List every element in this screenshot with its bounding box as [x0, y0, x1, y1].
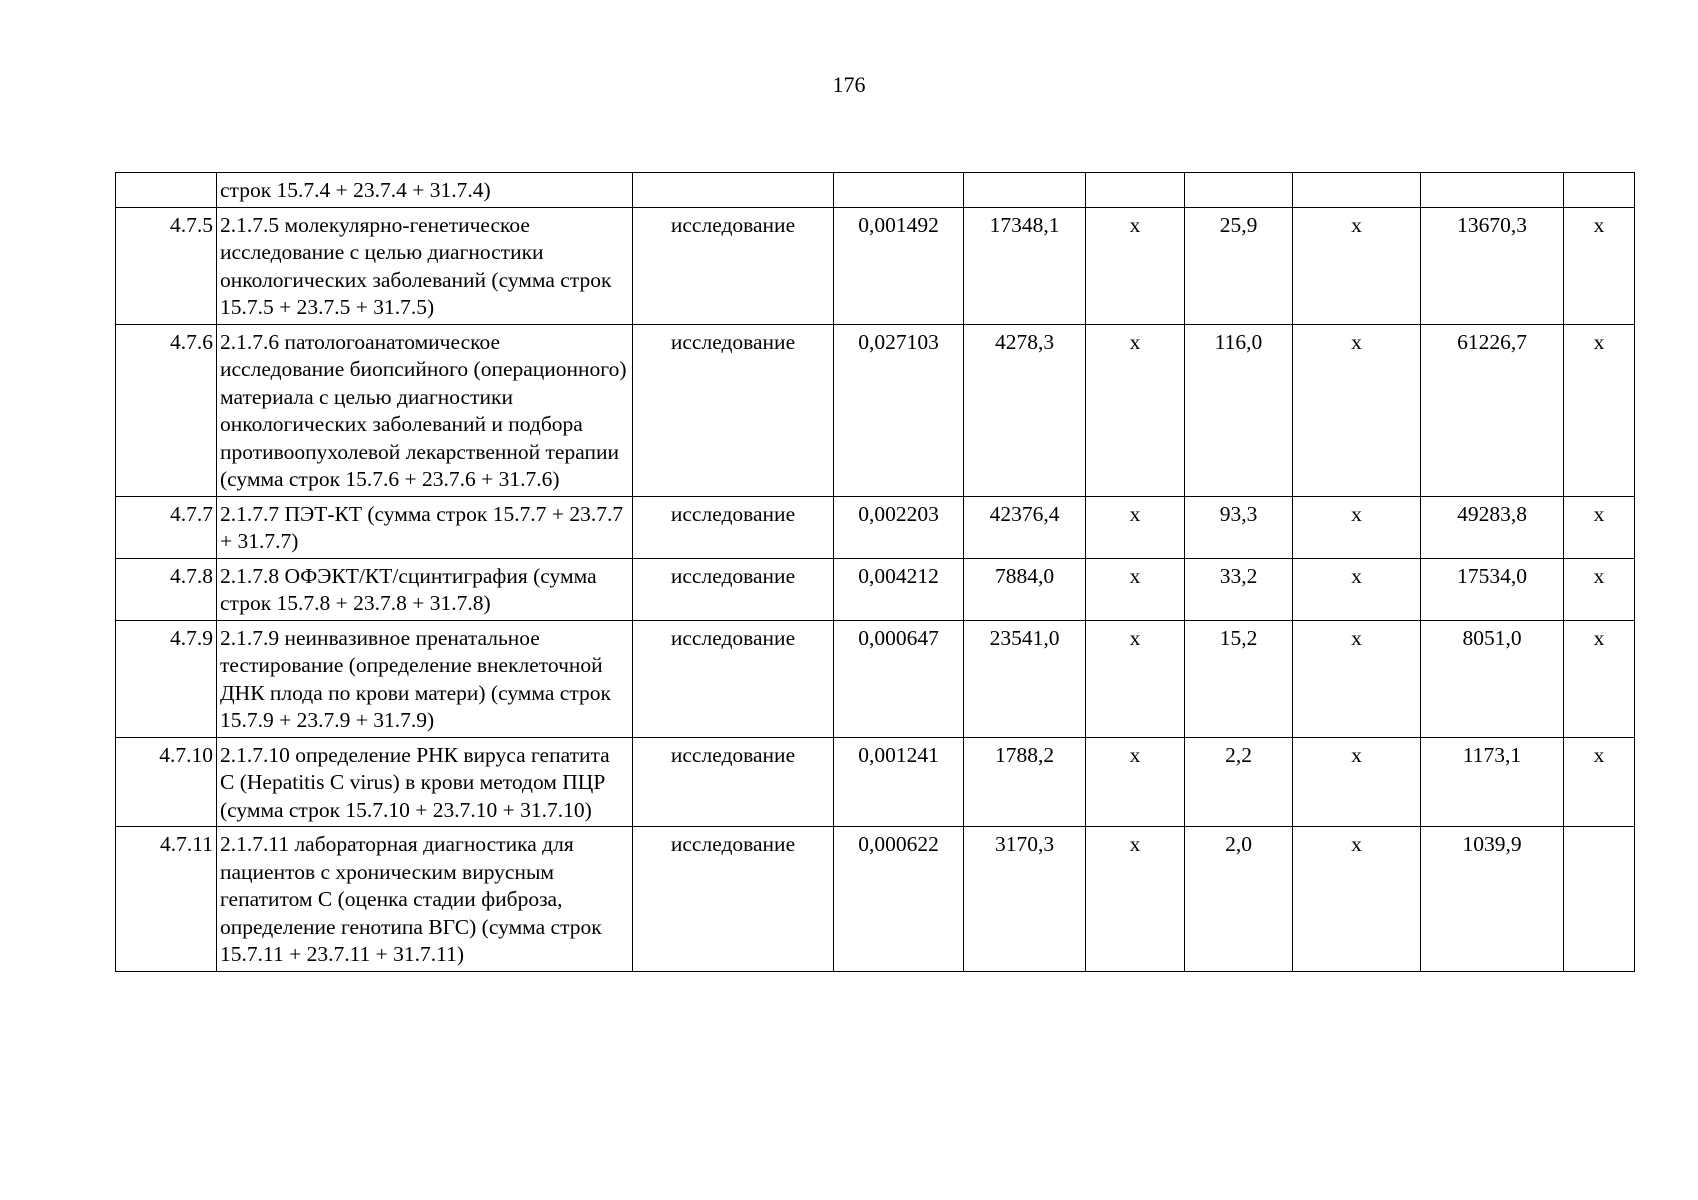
- value-cell: 116,0: [1185, 324, 1293, 496]
- value-cell: [834, 173, 964, 208]
- value-cell: [1421, 173, 1564, 208]
- value-cell: х: [1293, 620, 1421, 737]
- value-cell: 0,000647: [834, 620, 964, 737]
- row-number-cell: [116, 173, 217, 208]
- value-cell: 8051,0: [1421, 620, 1564, 737]
- value-cell: 1173,1: [1421, 737, 1564, 827]
- table-row: [116, 496, 1635, 558]
- row-number-cell: 4.7.6: [116, 324, 217, 496]
- value-cell: х: [1564, 207, 1635, 324]
- value-cell: х: [1564, 558, 1635, 620]
- value-cell: х: [1293, 827, 1421, 972]
- unit-cell: исследование: [633, 620, 834, 737]
- indicator-name-cell: 2.1.7.10 определение РНК вируса гепатита С (Hepatitis C virus) в крови методом ПЦР (сумма строк 15.7.10 + 23.7.10 + 31.7.10): [217, 737, 633, 827]
- table-row: [116, 620, 1635, 737]
- value-cell: х: [1086, 558, 1185, 620]
- value-cell: 1788,2: [964, 737, 1086, 827]
- unit-cell: исследование: [633, 558, 834, 620]
- value-cell: х: [1086, 496, 1185, 558]
- value-cell: 93,3: [1185, 496, 1293, 558]
- value-cell: 15,2: [1185, 620, 1293, 737]
- unit-cell: исследование: [633, 496, 834, 558]
- value-cell: [1564, 827, 1635, 972]
- value-cell: 42376,4: [964, 496, 1086, 558]
- indicator-name-cell: 2.1.7.9 неинвазивное пренатальное тестирование (определение внеклеточной ДНК плода по крови матери) (сумма строк 15.7.9 + 23.7.9 + 31.7.9): [217, 620, 633, 737]
- table-row: [116, 207, 1635, 324]
- value-cell: 2,0: [1185, 827, 1293, 972]
- table-row: [116, 827, 1635, 972]
- value-cell: х: [1564, 496, 1635, 558]
- value-cell: х: [1293, 324, 1421, 496]
- value-cell: 7884,0: [964, 558, 1086, 620]
- value-cell: х: [1293, 496, 1421, 558]
- unit-cell: исследование: [633, 737, 834, 827]
- value-cell: 3170,3: [964, 827, 1086, 972]
- value-cell: 2,2: [1185, 737, 1293, 827]
- value-cell: х: [1086, 207, 1185, 324]
- value-cell: [1185, 173, 1293, 208]
- table-row: [116, 737, 1635, 827]
- value-cell: 61226,7: [1421, 324, 1564, 496]
- value-cell: 25,9: [1185, 207, 1293, 324]
- row-number-cell: 4.7.11: [116, 827, 217, 972]
- value-cell: 4278,3: [964, 324, 1086, 496]
- row-number-cell: 4.7.5: [116, 207, 217, 324]
- indicator-name-cell: 2.1.7.7 ПЭТ-КТ (сумма строк 15.7.7 + 23.7.7 + 31.7.7): [217, 496, 633, 558]
- value-cell: 0,001241: [834, 737, 964, 827]
- value-cell: х: [1086, 737, 1185, 827]
- value-cell: 23541,0: [964, 620, 1086, 737]
- value-cell: х: [1293, 737, 1421, 827]
- value-cell: 1039,9: [1421, 827, 1564, 972]
- unit-cell: [633, 173, 834, 208]
- value-cell: 13670,3: [1421, 207, 1564, 324]
- table-row: [116, 173, 1635, 208]
- table-row: [116, 324, 1635, 496]
- indicator-name-cell: 2.1.7.8 ОФЭКТ/КТ/сцинтиграфия (сумма строк 15.7.8 + 23.7.8 + 31.7.8): [217, 558, 633, 620]
- table-row: [116, 558, 1635, 620]
- value-cell: х: [1293, 207, 1421, 324]
- value-cell: [964, 173, 1086, 208]
- value-cell: х: [1086, 827, 1185, 972]
- value-cell: х: [1086, 324, 1185, 496]
- value-cell: 0,004212: [834, 558, 964, 620]
- value-cell: 0,000622: [834, 827, 964, 972]
- indicator-name-cell: строк 15.7.4 + 23.7.4 + 31.7.4): [217, 173, 633, 208]
- indicator-name-cell: 2.1.7.6 патологоанатомическое исследование биопсийного (операционного) материала с целью диагностики онкологических заболеваний и подбора противоопухолевой лекарственной терапии (сумма строк 15.7.6 + 23.7.6 + 31.7.6): [217, 324, 633, 496]
- row-number-cell: 4.7.8: [116, 558, 217, 620]
- value-cell: х: [1564, 324, 1635, 496]
- value-cell: 17348,1: [964, 207, 1086, 324]
- unit-cell: исследование: [633, 324, 834, 496]
- indicator-name-cell: 2.1.7.5 молекулярно-генетическое исследование с целью диагностики онкологических заболеваний (сумма строк 15.7.5 + 23.7.5 + 31.7.5): [217, 207, 633, 324]
- unit-cell: исследование: [633, 207, 834, 324]
- value-cell: [1293, 173, 1421, 208]
- page-number: 176: [832, 72, 866, 97]
- value-cell: [1086, 173, 1185, 208]
- value-cell: х: [1564, 737, 1635, 827]
- value-cell: 0,001492: [834, 207, 964, 324]
- value-cell: 33,2: [1185, 558, 1293, 620]
- row-number-cell: 4.7.9: [116, 620, 217, 737]
- value-cell: 0,027103: [834, 324, 964, 496]
- table-body: [116, 173, 1635, 972]
- value-cell: х: [1564, 620, 1635, 737]
- data-table: [115, 172, 1635, 972]
- value-cell: х: [1293, 558, 1421, 620]
- unit-cell: исследование: [633, 827, 834, 972]
- value-cell: 49283,8: [1421, 496, 1564, 558]
- value-cell: х: [1086, 620, 1185, 737]
- value-cell: 17534,0: [1421, 558, 1564, 620]
- row-number-cell: 4.7.10: [116, 737, 217, 827]
- indicator-name-cell: 2.1.7.11 лабораторная диагностика для пациентов с хроническим вирусным гепатитом С (оценка стадии фиброза, определение генотипа ВГС) (сумма строк 15.7.11 + 23.7.11 + 31.7.11): [217, 827, 633, 972]
- value-cell: 0,002203: [834, 496, 964, 558]
- row-number-cell: 4.7.7: [116, 496, 217, 558]
- value-cell: [1564, 173, 1635, 208]
